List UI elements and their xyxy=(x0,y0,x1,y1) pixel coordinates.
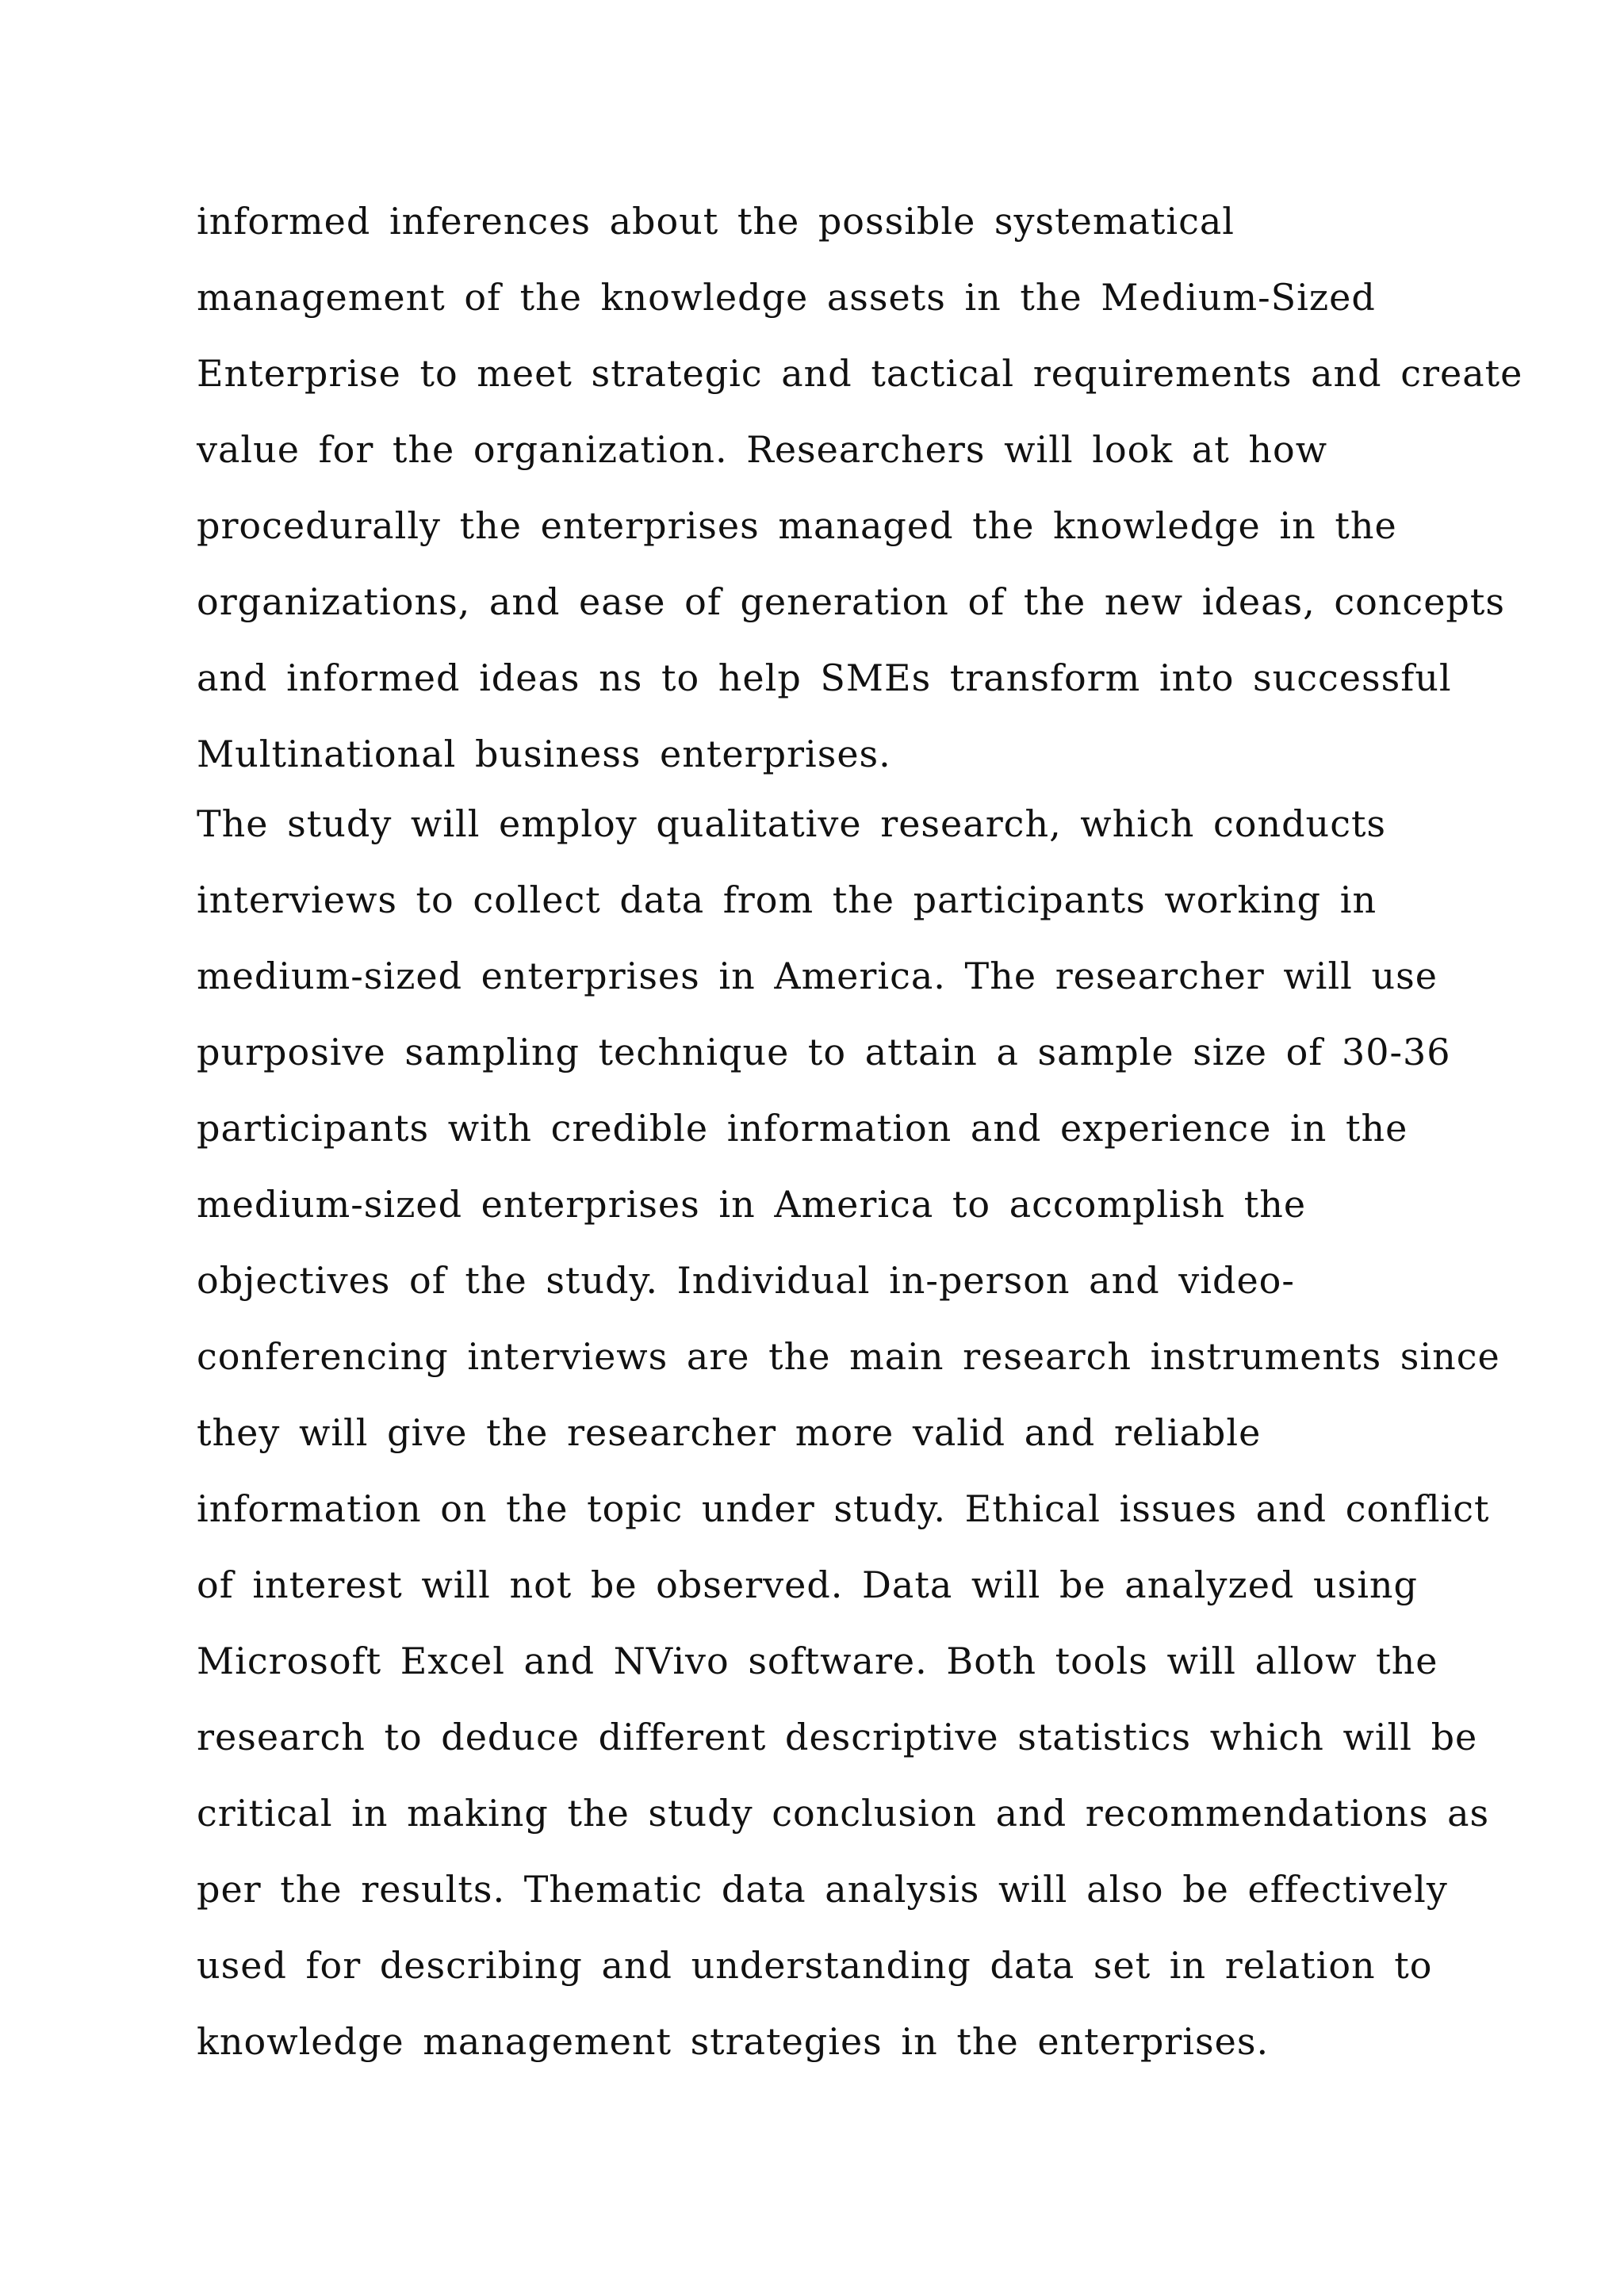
text-line: and informed ideas ns to help SMEs transform into successful xyxy=(197,656,1452,699)
text-line: procedurally the enterprises managed the knowledge in the xyxy=(197,504,1397,547)
text-line: value for the organization. Researchers will look at how xyxy=(197,428,1328,471)
text-line: interviews to collect data from the participants working in xyxy=(197,878,1377,921)
paragraph-2 xyxy=(197,796,1500,2090)
paragraph-1 xyxy=(197,193,1523,802)
text-line: medium-sized enterprises in America to accomplish the xyxy=(197,1183,1307,1226)
text-line: used for describing and understanding data set in relation to xyxy=(197,1944,1433,1987)
text-line: medium-sized enterprises in America. The researcher will use xyxy=(197,955,1438,997)
text-line: research to deduce different descriptive statistics which will be xyxy=(197,1716,1478,1758)
text-line: knowledge management strategies in the enterprises. xyxy=(197,2020,1270,2063)
text-line: they will give the researcher more valid and reliable xyxy=(197,1411,1262,1454)
text-line: per the results. Thematic data analysis will also be effectively xyxy=(197,1868,1448,1911)
text-line: objectives of the study. Individual in-person and video- xyxy=(197,1259,1295,1302)
text-line: purposive sampling technique to attain a sample size of 30-36 xyxy=(197,1031,1451,1073)
text-line: Multinational business enterprises. xyxy=(197,733,891,775)
text-line: organizations, and ease of generation of the new ideas, concepts xyxy=(197,580,1505,623)
text-line: of interest will not be observed. Data will be analyzed using xyxy=(197,1563,1419,1606)
text-line: Enterprise to meet strategic and tactical requirements and create xyxy=(197,352,1523,395)
text-line: management of the knowledge assets in the Medium-Sized xyxy=(197,276,1376,319)
text-line: information on the topic under study. Ethical issues and conflict xyxy=(197,1487,1490,1530)
text-line: conferencing interviews are the main research instruments since xyxy=(197,1335,1500,1378)
text-line: The study will employ qualitative research, which conducts xyxy=(197,802,1387,845)
text-line: critical in making the study conclusion and recommendations as xyxy=(197,1792,1490,1835)
text-line: Microsoft Excel and NVivo software. Both tools will allow the xyxy=(197,1640,1438,1682)
text-line: participants with credible information and experience in the xyxy=(197,1107,1408,1150)
text-line: informed inferences about the possible systematical xyxy=(197,200,1235,243)
